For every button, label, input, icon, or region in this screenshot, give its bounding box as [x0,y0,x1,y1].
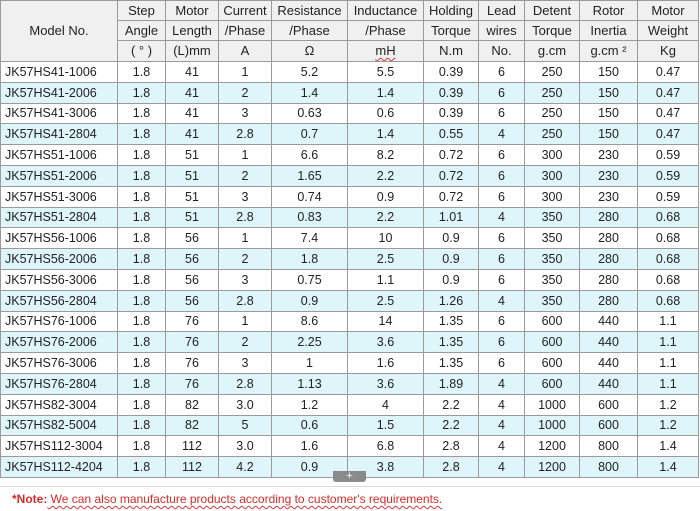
table-row [1,186,699,207]
unit-length: (L)mm [166,41,219,62]
cell-lead-wires: 6 [479,186,525,207]
cell-inductance: 1.4 [348,124,424,145]
cell-motor-length: 56 [166,269,219,290]
cell-step-angle: 1.8 [118,373,166,394]
unit-lead-wires: No. [479,41,525,62]
cell-inductance: 2.2 [348,207,424,228]
cell-motor-weight: 0.59 [638,165,699,186]
header-inertia: Inertia [580,21,638,41]
cell-rotor-inertia: 440 [580,373,638,394]
header-row-titles [1,1,699,21]
cell-resistance: 1.6 [272,436,348,457]
cell-motor-length: 82 [166,394,219,415]
cell-rotor-inertia: 150 [580,124,638,145]
cell-current: 5 [219,415,272,436]
table-row [1,165,699,186]
cell-resistance: 1 [272,353,348,374]
cell-motor-length: 41 [166,82,219,103]
cell-current: 2.8 [219,290,272,311]
cell-motor-length: 51 [166,145,219,166]
cell-holding-torque: 0.72 [424,165,479,186]
cell-step-angle: 1.8 [118,145,166,166]
cell-current: 1 [219,145,272,166]
cell-inductance: 10 [348,228,424,249]
note-text [12,492,442,506]
cell-lead-wires: 6 [479,332,525,353]
cell-rotor-inertia: 600 [580,415,638,436]
cell-motor-length: 41 [166,103,219,124]
cell-rotor-inertia: 280 [580,249,638,270]
cell-lead-wires: 4 [479,124,525,145]
cell-model: JK57HS82-5004 [1,415,118,436]
cell-rotor-inertia: 230 [580,186,638,207]
cell-rotor-inertia: 150 [580,103,638,124]
cell-rotor-inertia: 440 [580,311,638,332]
cell-lead-wires: 6 [479,269,525,290]
cell-model: JK57HS112-4204 [1,457,118,478]
cell-holding-torque: 2.2 [424,394,479,415]
cell-resistance: 1.8 [272,249,348,270]
cell-motor-weight: 1.1 [638,311,699,332]
cell-inductance: 2.5 [348,290,424,311]
cell-motor-length: 76 [166,373,219,394]
cell-detent-torque: 250 [525,124,580,145]
cell-motor-length: 51 [166,186,219,207]
cell-lead-wires: 4 [479,415,525,436]
expand-toggle-button[interactable]: + [333,471,366,482]
header-holding: Holding [424,1,479,21]
cell-inductance: 5.5 [348,62,424,83]
cell-model: JK57HS41-2804 [1,124,118,145]
cell-resistance: 0.9 [272,290,348,311]
cell-step-angle: 1.8 [118,207,166,228]
header-rotor: Rotor [580,1,638,21]
cell-holding-torque: 0.72 [424,145,479,166]
note-prefix: *Note: [12,492,48,506]
cell-rotor-inertia: 440 [580,332,638,353]
table-row [1,103,699,124]
cell-step-angle: 1.8 [118,290,166,311]
cell-lead-wires: 6 [479,249,525,270]
cell-detent-torque: 250 [525,103,580,124]
cell-detent-torque: 600 [525,332,580,353]
cell-resistance: 8.6 [272,311,348,332]
cell-step-angle: 1.8 [118,165,166,186]
cell-inductance: 1.4 [348,82,424,103]
cell-holding-torque: 0.9 [424,228,479,249]
cell-inductance: 14 [348,311,424,332]
cell-motor-length: 112 [166,436,219,457]
cell-model: JK57HS112-3004 [1,436,118,457]
header-current: Current [219,1,272,21]
cell-lead-wires: 6 [479,82,525,103]
cell-resistance: 0.74 [272,186,348,207]
cell-lead-wires: 4 [479,394,525,415]
cell-motor-length: 76 [166,353,219,374]
cell-inductance: 1.1 [348,269,424,290]
table-row [1,82,699,103]
cell-current: 3.0 [219,436,272,457]
cell-holding-torque: 0.39 [424,82,479,103]
cell-holding-torque: 0.55 [424,124,479,145]
cell-rotor-inertia: 800 [580,457,638,478]
cell-motor-weight: 0.47 [638,82,699,103]
cell-holding-torque: 0.39 [424,62,479,83]
cell-resistance: 0.7 [272,124,348,145]
cell-lead-wires: 4 [479,290,525,311]
cell-model: JK57HS76-2804 [1,373,118,394]
cell-motor-length: 56 [166,290,219,311]
cell-current: 3.0 [219,394,272,415]
cell-inductance: 0.6 [348,103,424,124]
header-inductance: Inductance [348,1,424,21]
cell-detent-torque: 1000 [525,394,580,415]
cell-detent-torque: 300 [525,186,580,207]
note-body: We can also manufacture products according to customer's requirements. [47,492,443,506]
cell-lead-wires: 6 [479,103,525,124]
cell-step-angle: 1.8 [118,186,166,207]
cell-lead-wires: 6 [479,311,525,332]
cell-current: 1 [219,228,272,249]
cell-step-angle: 1.8 [118,457,166,478]
cell-model: JK57HS56-1006 [1,228,118,249]
cell-detent-torque: 1000 [525,415,580,436]
cell-inductance: 1.5 [348,415,424,436]
cell-model: JK57HS41-2006 [1,82,118,103]
cell-step-angle: 1.8 [118,353,166,374]
cell-inductance: 2.5 [348,249,424,270]
cell-rotor-inertia: 280 [580,207,638,228]
unit-weight: Kg [638,41,699,62]
table-row [1,332,699,353]
cell-holding-torque: 2.8 [424,436,479,457]
cell-rotor-inertia: 280 [580,269,638,290]
cell-current: 2 [219,249,272,270]
header-detent-torque: Torque [525,21,580,41]
cell-motor-weight: 0.68 [638,207,699,228]
unit-inductance [348,41,424,62]
cell-holding-torque: 1.26 [424,290,479,311]
cell-lead-wires: 6 [479,145,525,166]
cell-motor-weight: 1.2 [638,394,699,415]
table-row [1,62,699,83]
cell-step-angle: 1.8 [118,332,166,353]
cell-resistance: 0.83 [272,207,348,228]
unit-resistance: Ω [272,41,348,62]
cell-detent-torque: 250 [525,62,580,83]
cell-model: JK57HS82-3004 [1,394,118,415]
cell-model: JK57HS56-3006 [1,269,118,290]
cell-motor-weight: 1.1 [638,332,699,353]
cell-step-angle: 1.8 [118,394,166,415]
header-angle: Angle [118,21,166,41]
cell-inductance: 8.2 [348,145,424,166]
cell-motor-weight: 0.68 [638,228,699,249]
cell-model: JK57HS56-2006 [1,249,118,270]
cell-resistance: 1.13 [272,373,348,394]
unit-angle: ( ° ) [118,41,166,62]
header-resistance-phase: /Phase [272,21,348,41]
cell-step-angle: 1.8 [118,415,166,436]
header-lead: Lead [479,1,525,21]
cell-detent-torque: 600 [525,373,580,394]
cell-current: 1 [219,311,272,332]
cell-motor-length: 76 [166,332,219,353]
cell-lead-wires: 6 [479,165,525,186]
cell-motor-weight: 0.47 [638,103,699,124]
cell-model: JK57HS41-3006 [1,103,118,124]
cell-current: 3 [219,353,272,374]
cell-detent-torque: 350 [525,207,580,228]
cell-rotor-inertia: 280 [580,228,638,249]
cell-detent-torque: 350 [525,249,580,270]
cell-detent-torque: 300 [525,145,580,166]
cell-inductance: 0.9 [348,186,424,207]
cell-rotor-inertia: 230 [580,145,638,166]
cell-lead-wires: 6 [479,353,525,374]
cell-resistance: 6.6 [272,145,348,166]
table-row [1,353,699,374]
cell-rotor-inertia: 440 [580,353,638,374]
cell-resistance: 1.4 [272,82,348,103]
cell-detent-torque: 600 [525,311,580,332]
cell-inductance: 1.6 [348,353,424,374]
header-motor: Motor [166,1,219,21]
header-step: Step [118,1,166,21]
cell-current: 2 [219,82,272,103]
table-row [1,415,699,436]
table-row [1,436,699,457]
cell-lead-wires: 4 [479,373,525,394]
cell-current: 4.2 [219,457,272,478]
cell-motor-length: 51 [166,207,219,228]
cell-motor-weight: 0.68 [638,290,699,311]
cell-model: JK57HS51-1006 [1,145,118,166]
cell-rotor-inertia: 800 [580,436,638,457]
header-motor-weight: Motor [638,1,699,21]
cell-motor-weight: 1.1 [638,353,699,374]
cell-motor-length: 76 [166,311,219,332]
cell-motor-weight: 1.1 [638,373,699,394]
cell-motor-weight: 1.2 [638,415,699,436]
cell-detent-torque: 350 [525,290,580,311]
cell-current: 1 [219,62,272,83]
cell-inductance: 3.6 [348,332,424,353]
cell-motor-weight: 0.68 [638,269,699,290]
cell-lead-wires: 6 [479,62,525,83]
cell-current: 3 [219,269,272,290]
cell-step-angle: 1.8 [118,436,166,457]
cell-lead-wires: 4 [479,457,525,478]
cell-current: 3 [219,186,272,207]
cell-model: JK57HS51-2006 [1,165,118,186]
table-row [1,394,699,415]
cell-holding-torque: 1.35 [424,311,479,332]
cell-rotor-inertia: 150 [580,82,638,103]
cell-current: 2.8 [219,207,272,228]
table-body [1,62,699,478]
unit-holding-torque: N.m [424,41,479,62]
cell-motor-length: 56 [166,228,219,249]
cell-inductance: 3.6 [348,373,424,394]
cell-motor-weight: 0.68 [638,249,699,270]
cell-motor-weight: 1.4 [638,436,699,457]
cell-rotor-inertia: 230 [580,165,638,186]
cell-step-angle: 1.8 [118,82,166,103]
unit-current: A [219,41,272,62]
cell-detent-torque: 350 [525,228,580,249]
cell-detent-torque: 1200 [525,457,580,478]
cell-current: 2.8 [219,124,272,145]
table-row [1,373,699,394]
header-model-no: Model No. [1,1,118,62]
unit-rotor-inertia: g.cm ² [580,41,638,62]
table-row [1,207,699,228]
cell-motor-length: 41 [166,124,219,145]
cell-motor-weight: 0.59 [638,145,699,166]
cell-resistance: 0.9 [272,457,348,478]
cell-resistance: 1.65 [272,165,348,186]
table-row [1,249,699,270]
cell-model: JK57HS51-3006 [1,186,118,207]
cell-detent-torque: 600 [525,353,580,374]
cell-step-angle: 1.8 [118,269,166,290]
cell-inductance: 4 [348,394,424,415]
cell-current: 2 [219,332,272,353]
cell-motor-length: 56 [166,249,219,270]
cell-model: JK57HS56-2804 [1,290,118,311]
cell-model: JK57HS76-3006 [1,353,118,374]
table-row [1,311,699,332]
cell-step-angle: 1.8 [118,124,166,145]
header-weight: Weight [638,21,699,41]
header-current-phase: /Phase [219,21,272,41]
table-header [1,1,699,62]
cell-step-angle: 1.8 [118,228,166,249]
header-inductance-phase: /Phase [348,21,424,41]
cell-holding-torque: 1.01 [424,207,479,228]
cell-motor-weight: 1.4 [638,457,699,478]
table-row [1,290,699,311]
cell-lead-wires: 6 [479,228,525,249]
cell-holding-torque: 1.35 [424,353,479,374]
cell-motor-length: 112 [166,457,219,478]
cell-holding-torque: 2.2 [424,415,479,436]
cell-motor-weight: 0.47 [638,62,699,83]
cell-model: JK57HS76-1006 [1,311,118,332]
cell-model: JK57HS76-2006 [1,332,118,353]
cell-rotor-inertia: 280 [580,290,638,311]
cell-resistance: 0.63 [272,103,348,124]
header-detent: Detent [525,1,580,21]
divider [0,486,700,487]
cell-detent-torque: 300 [525,165,580,186]
unit-inductance-text: mH [375,43,396,58]
cell-model: JK57HS41-1006 [1,62,118,83]
cell-rotor-inertia: 150 [580,62,638,83]
cell-resistance: 7.4 [272,228,348,249]
table-row [1,124,699,145]
cell-detent-torque: 250 [525,82,580,103]
cell-resistance: 1.2 [272,394,348,415]
cell-step-angle: 1.8 [118,62,166,83]
cell-holding-torque: 0.9 [424,269,479,290]
cell-step-angle: 1.8 [118,103,166,124]
cell-step-angle: 1.8 [118,249,166,270]
cell-model: JK57HS51-2804 [1,207,118,228]
cell-resistance: 2.25 [272,332,348,353]
cell-holding-torque: 1.89 [424,373,479,394]
table-row [1,269,699,290]
cell-inductance: 6.8 [348,436,424,457]
cell-motor-length: 41 [166,62,219,83]
cell-holding-torque: 1.35 [424,332,479,353]
table-row [1,145,699,166]
cell-motor-length: 82 [166,415,219,436]
cell-motor-weight: 0.47 [638,124,699,145]
cell-resistance: 0.6 [272,415,348,436]
table-row [1,228,699,249]
cell-rotor-inertia: 600 [580,394,638,415]
cell-current: 3 [219,103,272,124]
header-resistance: Resistance [272,1,348,21]
cell-holding-torque: 0.72 [424,186,479,207]
unit-detent-torque: g.cm [525,41,580,62]
cell-current: 2.8 [219,373,272,394]
cell-step-angle: 1.8 [118,311,166,332]
header-torque: Torque [424,21,479,41]
cell-holding-torque: 0.9 [424,249,479,270]
cell-inductance: 2.2 [348,165,424,186]
cell-motor-weight: 0.59 [638,186,699,207]
cell-resistance: 0.75 [272,269,348,290]
cell-lead-wires: 4 [479,436,525,457]
cell-detent-torque: 350 [525,269,580,290]
cell-motor-length: 51 [166,165,219,186]
header-wires: wires [479,21,525,41]
header-length: Length [166,21,219,41]
cell-holding-torque: 0.39 [424,103,479,124]
cell-detent-torque: 1200 [525,436,580,457]
cell-inductance: 3.8 [348,457,424,478]
cell-holding-torque: 2.8 [424,457,479,478]
cell-lead-wires: 4 [479,207,525,228]
cell-resistance: 5.2 [272,62,348,83]
cell-current: 2 [219,165,272,186]
